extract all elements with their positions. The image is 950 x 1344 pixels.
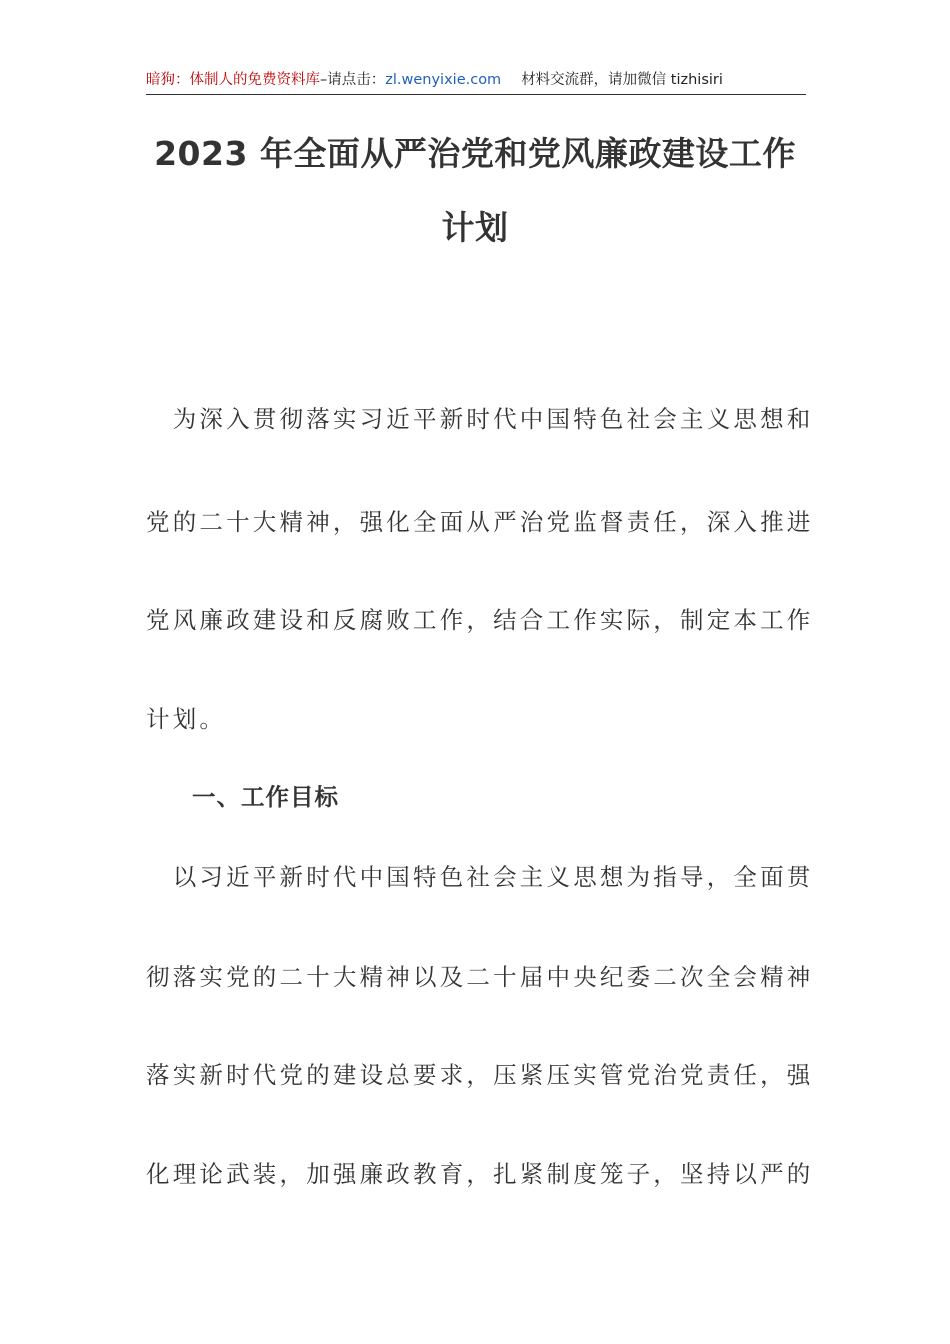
intro-line-2: 党的二十大精神，强化全面从严治党监督责任，深入推进 [146, 508, 814, 536]
section1-line-1: 以习近平新时代中国特色社会主义思想为指导，全面贯 [146, 863, 814, 891]
header-wechat-note: 材料交流群，请加微信 tizhisiri [521, 72, 723, 88]
page-header [146, 68, 806, 95]
header-prompt: –请点击： [320, 72, 386, 88]
header-brand: 暗狗：体制人的免费资料库 [146, 72, 320, 88]
document-title-line2: 计划 [441, 208, 509, 247]
header-link[interactable]: zl.wenyixie.com [385, 72, 502, 88]
section1-line-2: 彻落实党的二十大精神以及二十届中央纪委二次全会精神 [146, 963, 814, 991]
intro-line-1: 为深入贯彻落实习近平新时代中国特色社会主义思想和 [146, 405, 814, 433]
intro-line-4: 计划。 [146, 705, 227, 733]
section1-line-4: 化理论武装，加强廉政教育，扎紧制度笼子，坚持以严的 [146, 1160, 814, 1188]
section-heading-goals: 一、工作目标 [192, 783, 339, 811]
section1-line-3: 落实新时代党的建设总要求，压紧压实管党治党责任，强 [146, 1061, 814, 1089]
intro-line-3: 党风廉政建设和反腐败工作，结合工作实际，制定本工作 [146, 606, 814, 634]
document-title-line1: 2023 年全面从严治党和党风廉政建设工作 [154, 134, 796, 173]
